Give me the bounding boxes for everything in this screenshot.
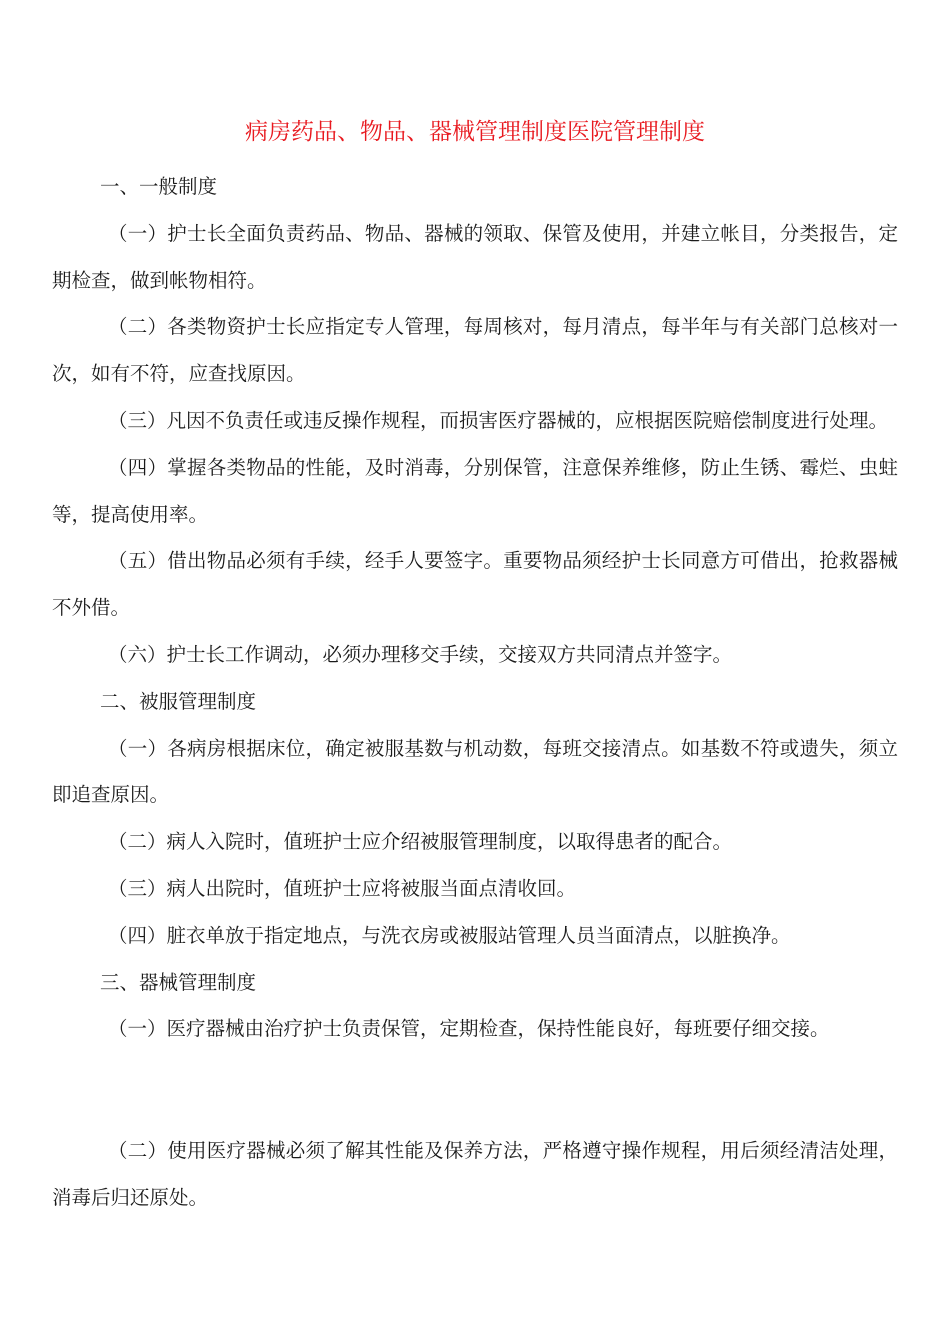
- paragraph-equipment-1: （一）医疗器械由治疗护士负责保管，定期检查，保持性能良好，每班要仔细交接。: [108, 1017, 830, 1041]
- paragraph-bedding-1: （一）各病房根据床位，确定被服基数与机动数，每班交接清点。如基数不符或遗失，须立即追查原因。: [52, 736, 898, 807]
- paragraph-general-5: （五）借出物品必须有手续，经手人要签字。重要物品须经护士长同意方可借出，抢救器械不外借。: [52, 549, 898, 620]
- paragraph-general-2: （二）各类物资护士长应指定专人管理，每周核对，每月清点，每半年与有关部门总核对一次，如有不符，应查找原因。: [52, 315, 898, 386]
- document-body: [52, 164, 898, 1222]
- paragraph-general-3: （三）凡因不负责任或违反操作规程，而损害医疗器械的，应根据医院赔偿制度进行处理。: [108, 408, 889, 432]
- section-heading-equipment: 三、器械管理制度: [100, 970, 257, 994]
- paragraph-general-4: （四）掌握各类物品的性能，及时消毒，分别保管，注意保养维修，防止生锈、霉烂、虫蛀等，提高使用率。: [52, 455, 898, 526]
- paragraph-bedding-3: （三）病人出院时，值班护士应将被服当面点清收回。: [108, 876, 577, 900]
- blank-gap: [52, 1053, 898, 1128]
- paragraph-equipment-2: （二）使用医疗器械必须了解其性能及保养方法，严格遵守操作规程，用后须经清洁处理，消毒后归还原处。: [52, 1139, 898, 1209]
- paragraph-general-6: （六）护士长工作调动，必须办理移交手续，交接双方共同清点并签字。: [108, 642, 733, 666]
- paragraph-general-1: （一）护士长全面负责药品、物品、器械的领取、保管及使用，并建立帐目，分类报告，定期检查，做到帐物相符。: [52, 221, 898, 292]
- paragraph-bedding-4: （四）脏衣单放于指定地点，与洗衣房或被服站管理人员当面清点，以脏换净。: [108, 923, 791, 947]
- section-heading-general: 一、一般制度: [100, 175, 218, 198]
- paragraph-bedding-2: （二）病人入院时，值班护士应介绍被服管理制度，以取得患者的配合。: [108, 830, 733, 854]
- document-title: 病房药品、物品、器械管理制度医院管理制度: [245, 119, 705, 145]
- section-heading-bedding: 二、被服管理制度: [100, 689, 257, 713]
